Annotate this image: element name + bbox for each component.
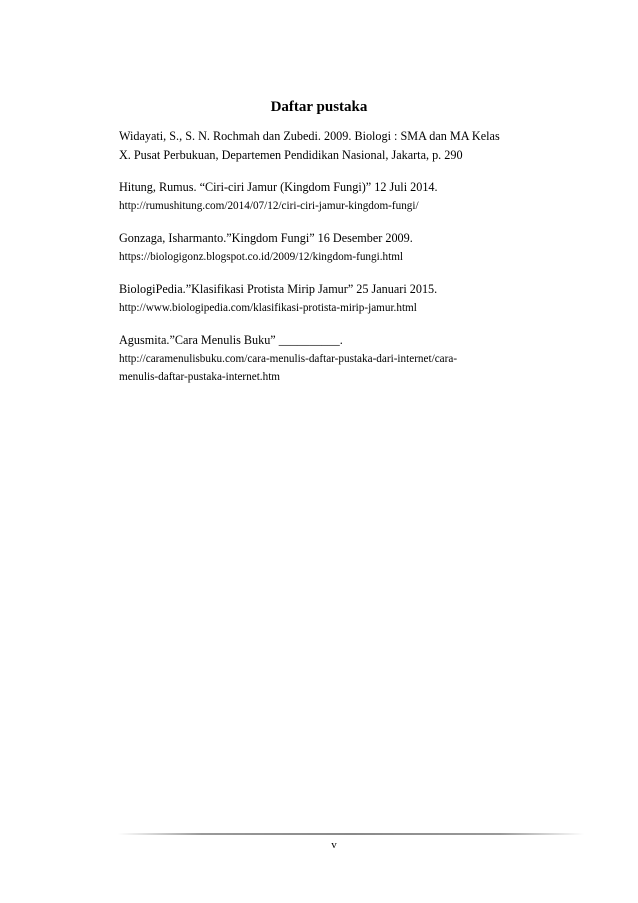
reference-item — [119, 280, 539, 317]
footer-divider — [118, 833, 584, 835]
reference-url-continued[interactable]: menulis-daftar-pustaka-internet.htm — [119, 371, 281, 383]
reference-url[interactable]: https://biologigonz.blogspot.co.id/2009/12/kingdom-fungi.html — [119, 250, 404, 263]
reference-url[interactable]: http://rumushitung.com/2014/07/12/ciri-ciri-jamur-kingdom-fungi/ — [119, 199, 419, 212]
reference-url[interactable]: http://www.biologipedia.com/klasifikasi-protista-mirip-jamur.html — [119, 301, 417, 314]
reference-item — [119, 178, 539, 215]
reference-text: Gonzaga, Isharmanto.”Kingdom Fungi” 16 Desember 2009. — [119, 231, 413, 245]
reference-item — [119, 229, 539, 266]
reference-text: X. Pusat Perbukuan, Departemen Pendidikan Nasional, Jakarta, p. 290 — [119, 147, 463, 162]
reference-item — [119, 331, 539, 387]
page-number: v — [331, 839, 337, 851]
reference-url[interactable]: http://caramenulisbuku.com/cara-menulis-daftar-pustaka-dari-internet/cara- — [119, 352, 458, 365]
reference-list — [119, 127, 539, 401]
reference-text: Hitung, Rumus. “Ciri-ciri Jamur (Kingdom Fungi)” 12 Juli 2014. — [119, 180, 438, 194]
reference-text: Widayati, S., S. N. Rochmah dan Zubedi. 2009. Biologi : SMA dan MA Kelas — [119, 129, 500, 143]
reference-text: Agusmita.”Cara Menulis Buku” __________. — [119, 333, 343, 347]
page-title: Daftar pustaka — [270, 99, 368, 115]
reference-item — [119, 127, 539, 164]
reference-text: BiologiPedia.”Klasifikasi Protista Mirip Jamur” 25 Januari 2015. — [119, 282, 438, 296]
